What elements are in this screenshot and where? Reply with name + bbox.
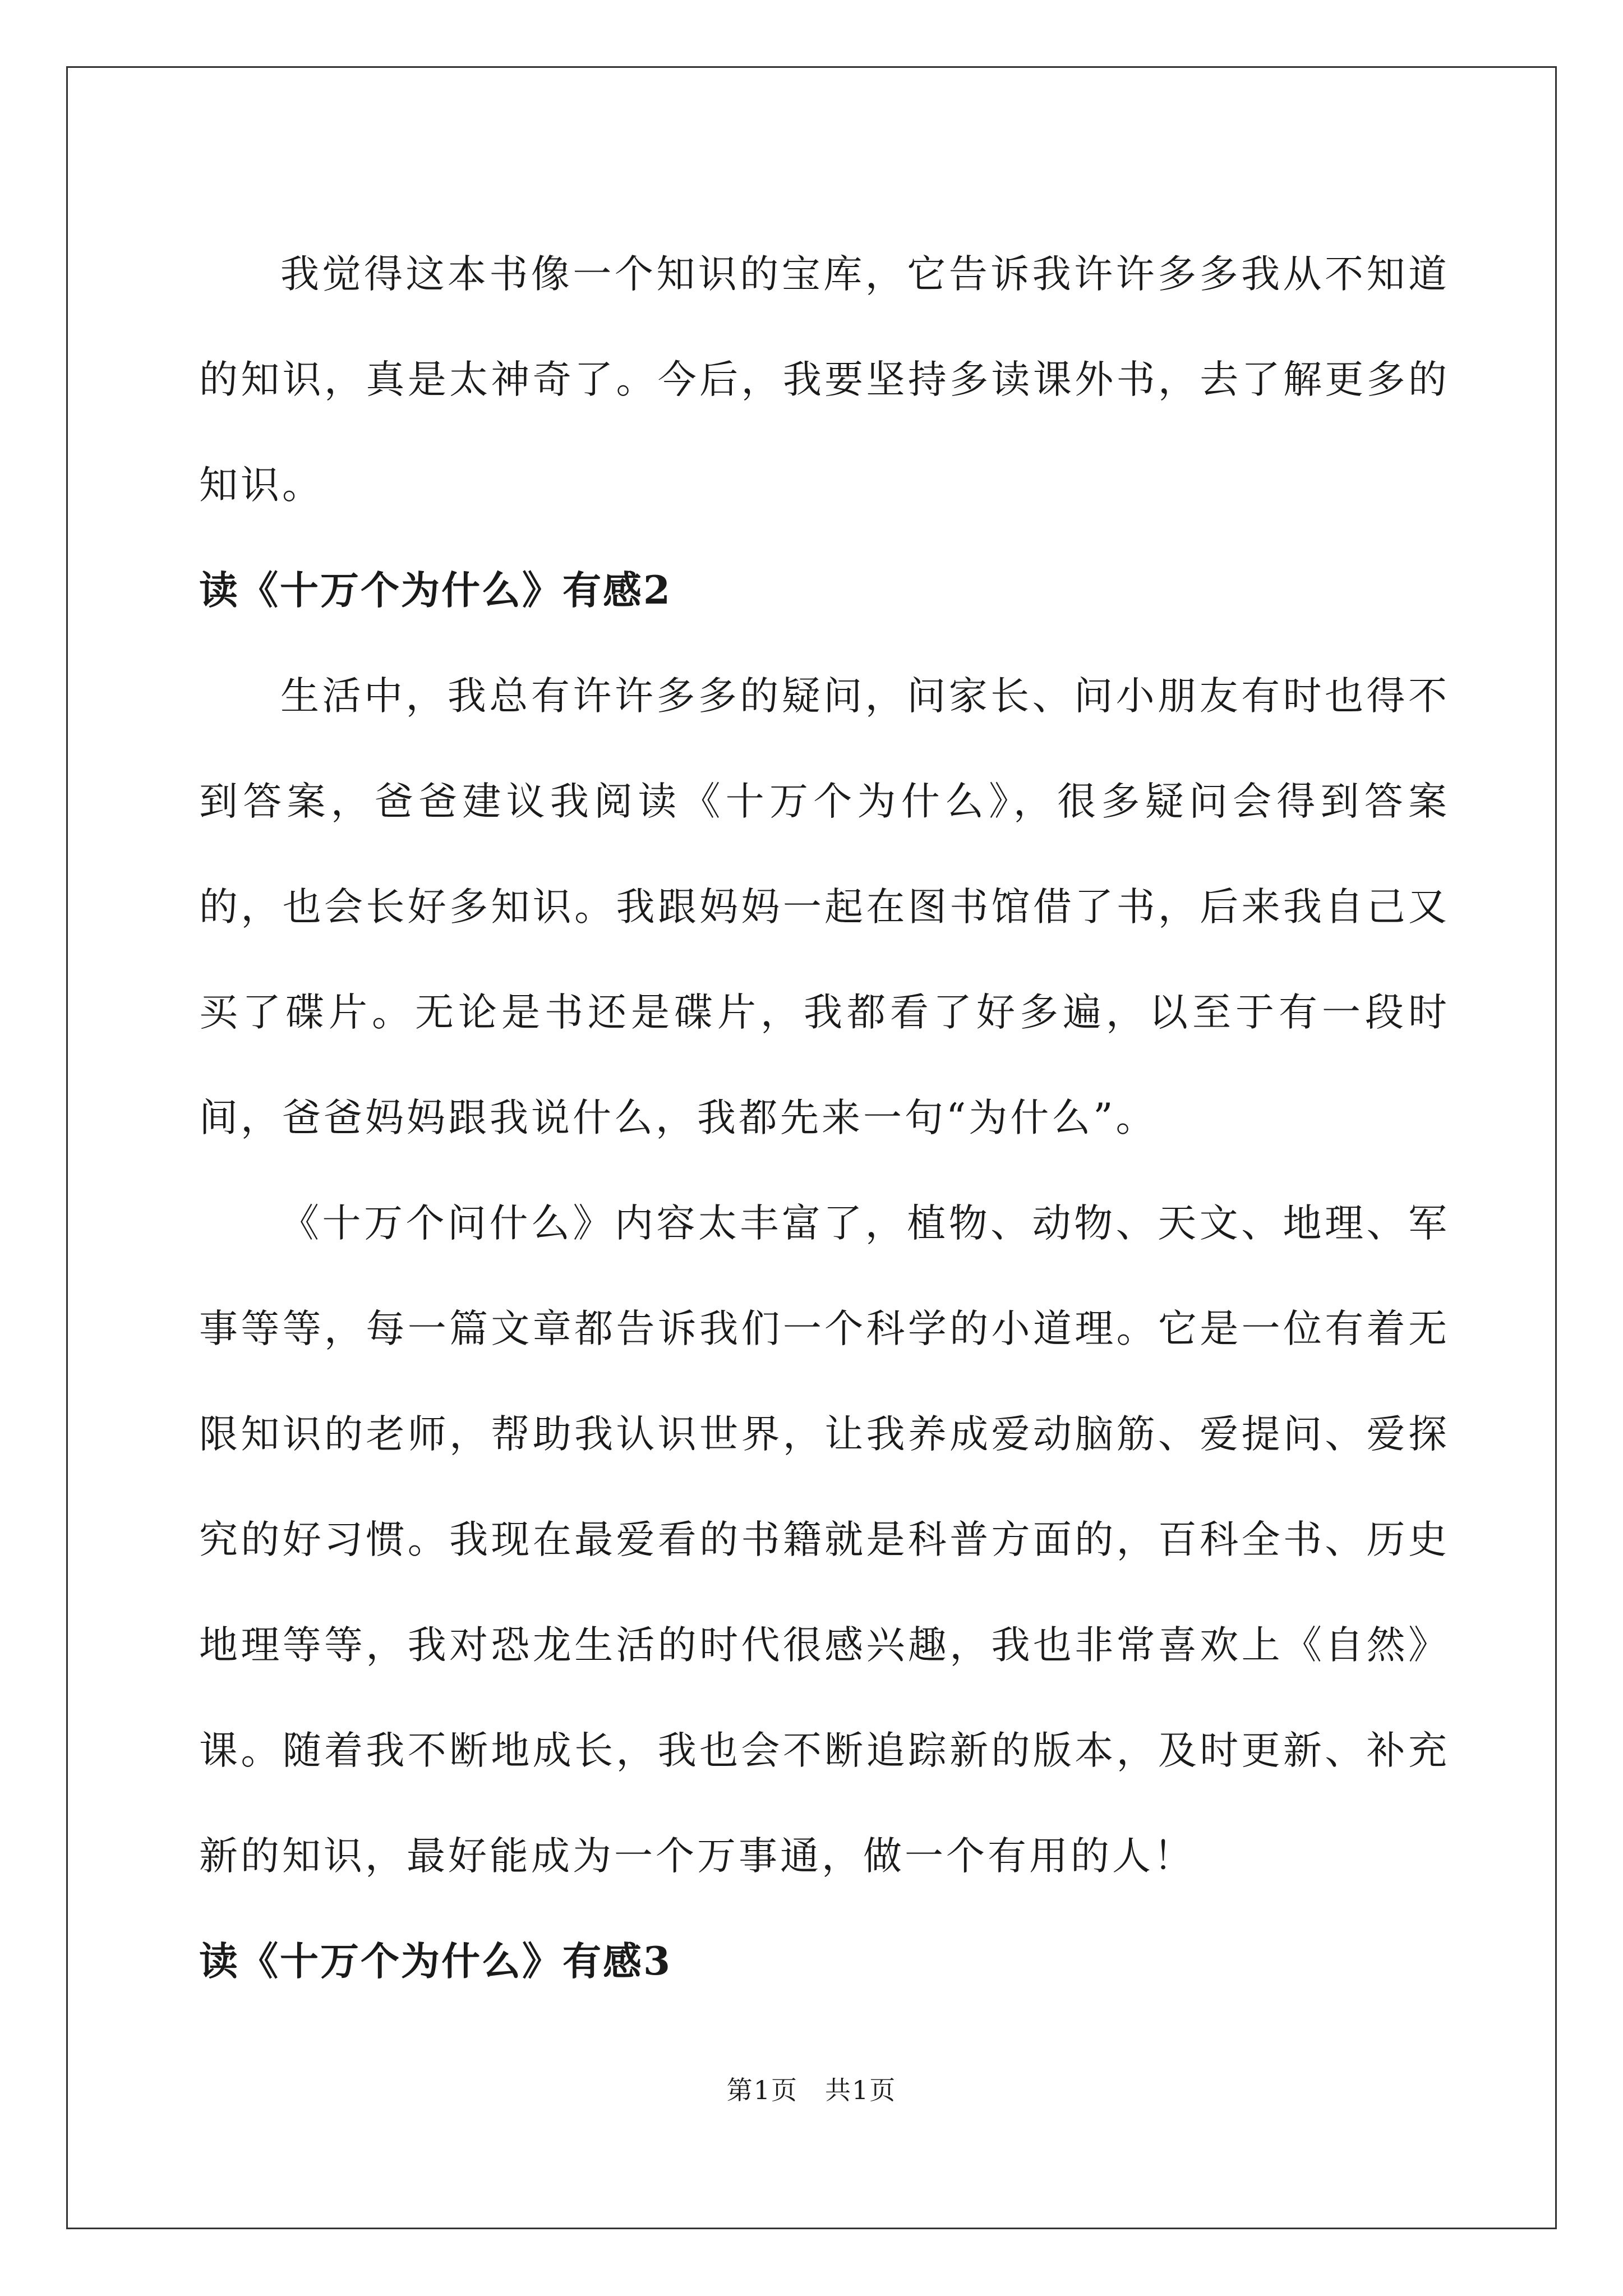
paragraph-questions: 生活中，我总有许许多多的疑问，问家长、问小朋友有时也得不到答案，爸爸建议我阅读《十万个为什么》，很多疑问会得到答案的，也会长好多知识。我跟妈妈一起在图书馆借了书，后来我自己又买了碟片。无论是书还是碟片，我都看了好多遍，以至于有一段时间，爸爸妈妈跟我说什么，我都先来一句“为什么”。 bbox=[199, 674, 1450, 1140]
document-body bbox=[199, 222, 1450, 2014]
paragraph-intro-conclusion: 我觉得这本书像一个知识的宝库，它告诉我许许多多我从不知道的知识，真是太神奇了。今后，我要坚持多读课外书，去了解更多的知识。 bbox=[199, 252, 1450, 508]
page-number-footer: 第1页 共1页 bbox=[726, 2075, 897, 2105]
paragraph-book-content: 《十万个问什么》内容太丰富了，植物、动物、天文、地理、军事等等，每一篇文章都告诉我们一个科学的小道理。它是一位有着无限知识的老师，帮助我认识世界，让我养成爱动脑筋、爱提问、爱探究的好习惯。我现在最爱看的书籍就是科普方面的，百科全书、历史地理等等，我对恐龙生活的时代很感兴趣，我也非常喜欢上《自然》课。随着我不断地成长，我也会不断追踪新的版本，及时更新、补充新的知识，最好能成为一个万事通，做一个有用的人！ bbox=[199, 1201, 1450, 1879]
section-heading-3: 读《十万个为什么》有感3 bbox=[199, 1939, 672, 1984]
section-heading-2: 读《十万个为什么》有感2 bbox=[199, 568, 672, 613]
